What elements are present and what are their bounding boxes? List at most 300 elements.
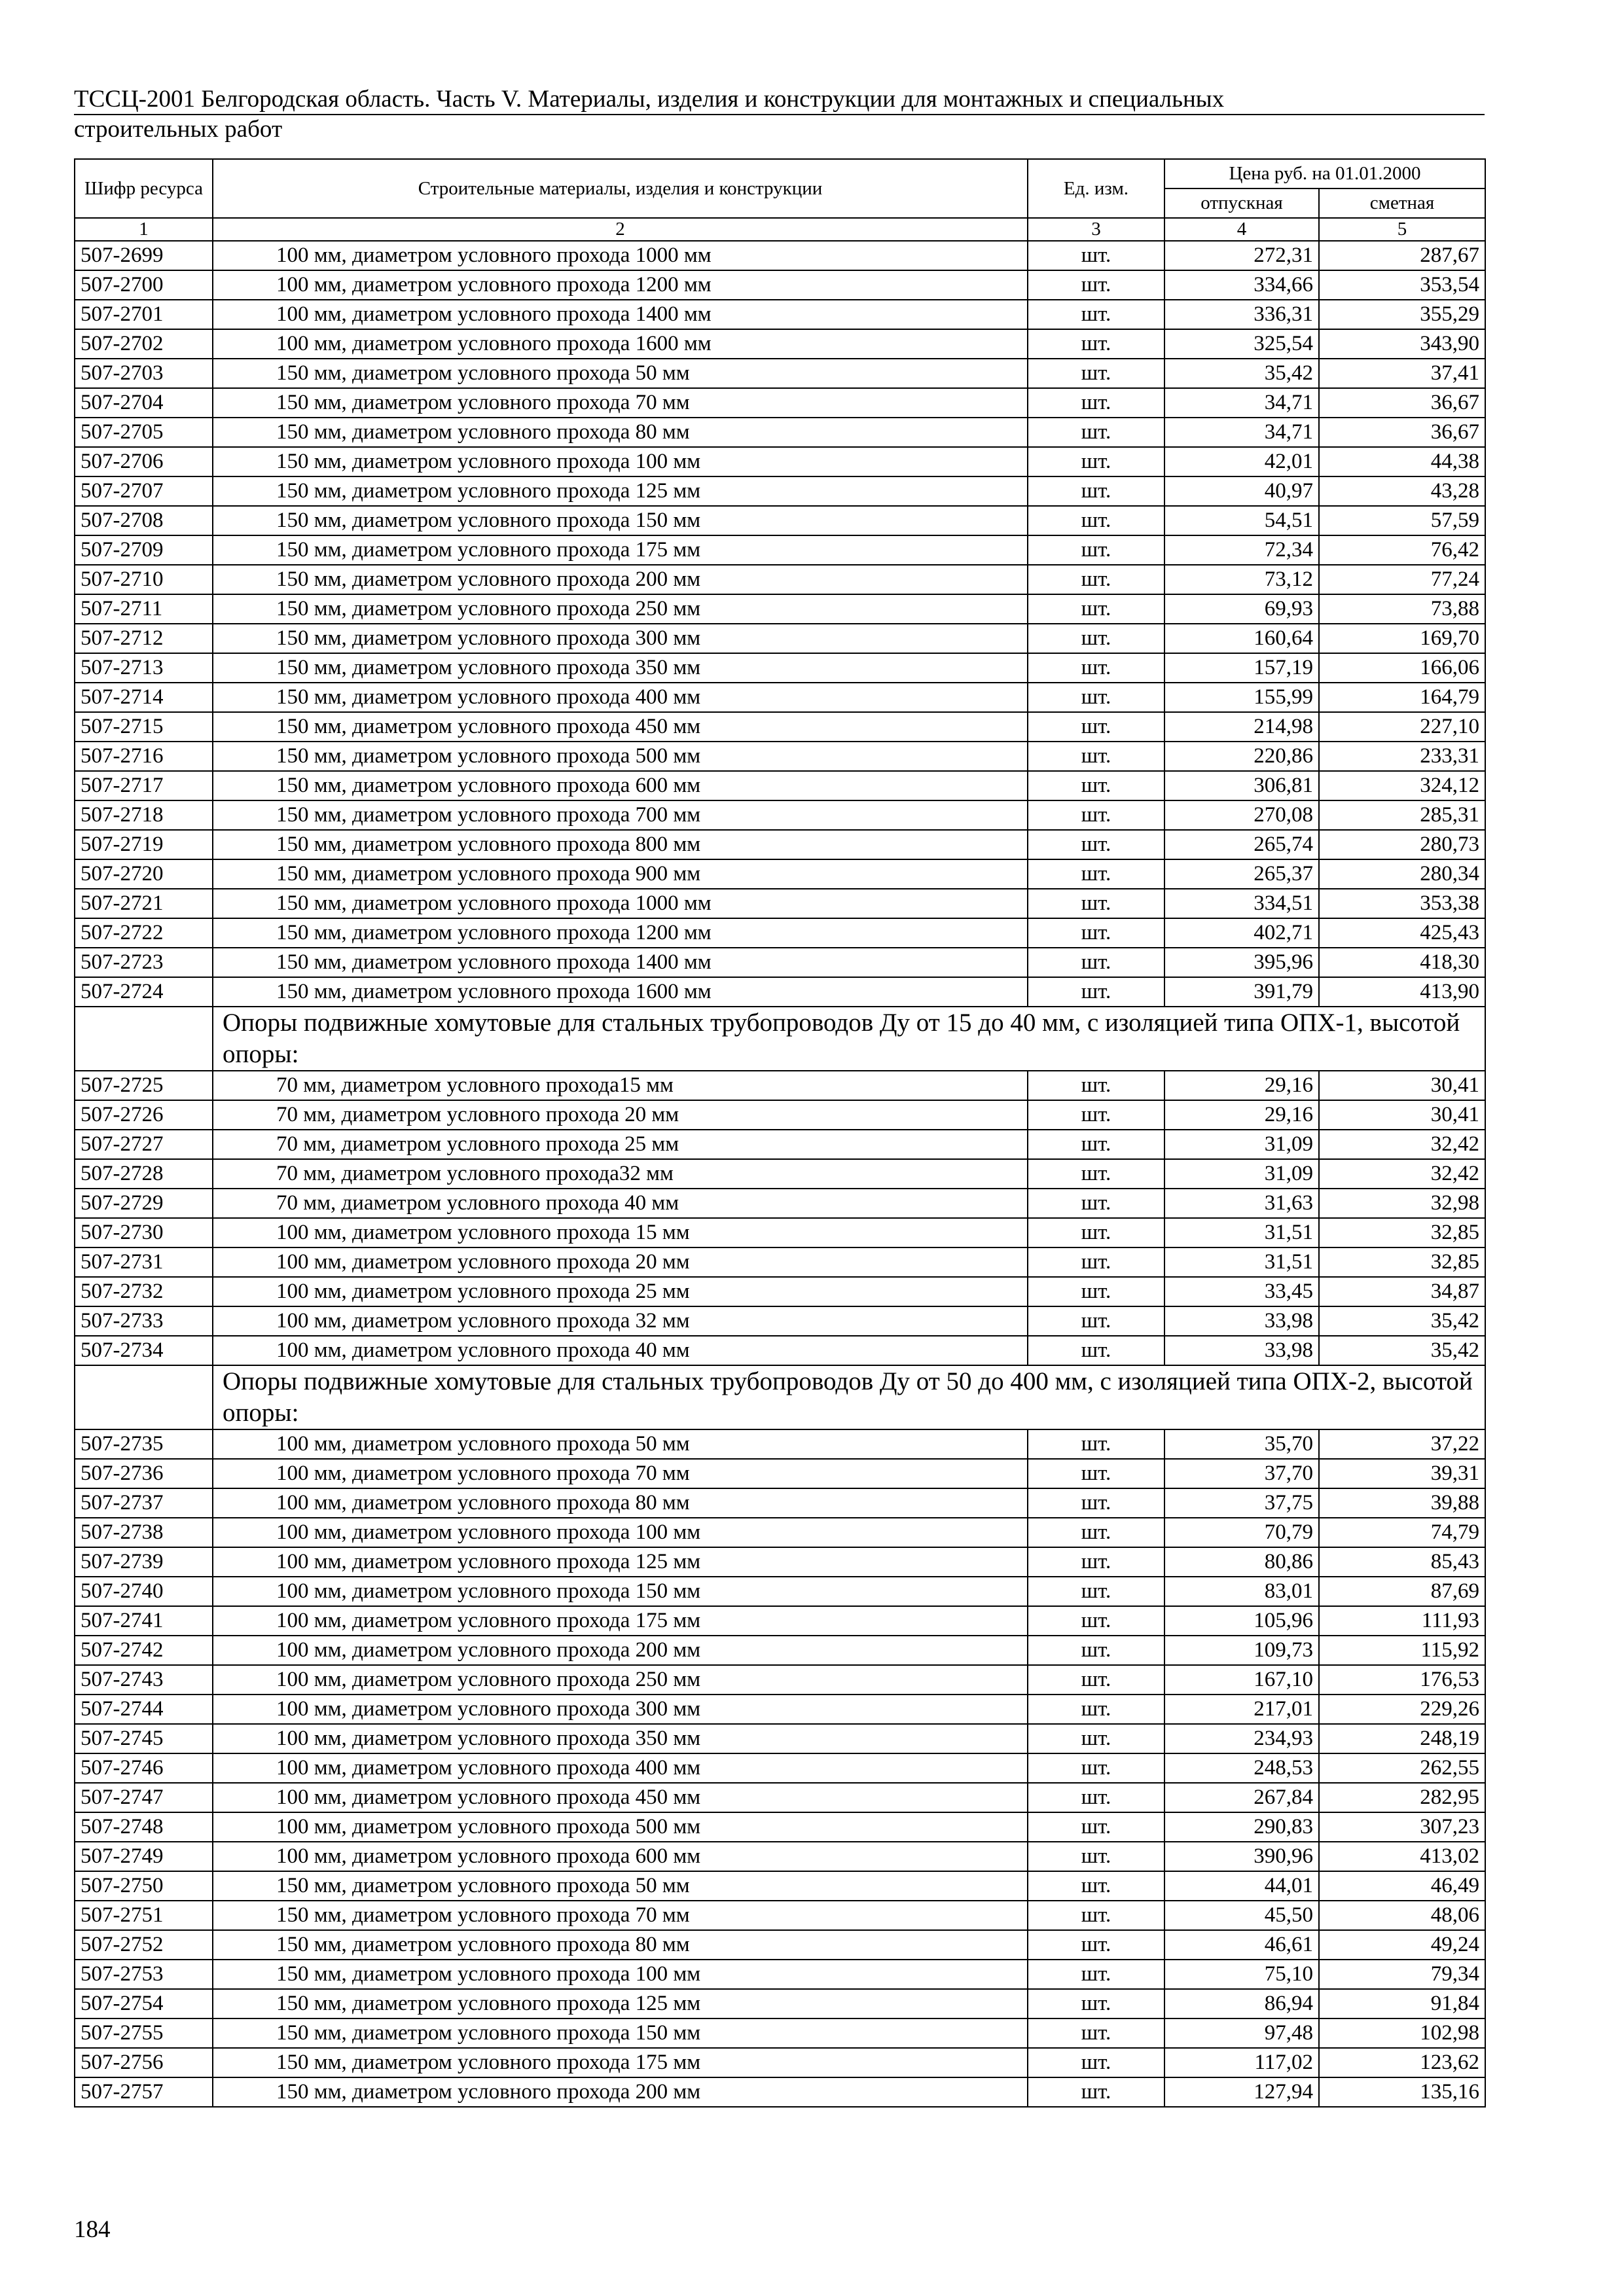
table-row bbox=[75, 506, 1485, 535]
table-row bbox=[75, 859, 1485, 889]
table-row bbox=[75, 771, 1485, 800]
material-name: 100 мм, диаметром условного прохода 20 мм bbox=[213, 1247, 1028, 1277]
table-row bbox=[75, 1100, 1485, 1130]
table-row bbox=[75, 1306, 1485, 1336]
estimate-price: 32,85 bbox=[1319, 1247, 1485, 1277]
table-row bbox=[75, 800, 1485, 830]
estimate-price: 169,70 bbox=[1319, 624, 1485, 653]
material-name: 100 мм, диаметром условного прохода 150 мм bbox=[213, 1577, 1028, 1606]
material-name: 150 мм, диаметром условного прохода 100 мм bbox=[213, 1960, 1028, 1989]
estimate-price: 35,42 bbox=[1319, 1336, 1485, 1365]
material-name: 70 мм, диаметром условного прохода15 мм bbox=[213, 1071, 1028, 1100]
material-name: 150 мм, диаметром условного прохода 50 мм bbox=[213, 359, 1028, 388]
material-name: 150 мм, диаметром условного прохода 700 мм bbox=[213, 800, 1028, 830]
unit: шт. bbox=[1028, 1336, 1164, 1365]
section-row bbox=[75, 1007, 1485, 1071]
material-name: 150 мм, диаметром условного прохода 1200 мм bbox=[213, 918, 1028, 948]
table-row bbox=[75, 1336, 1485, 1365]
material-name: 150 мм, диаметром условного прохода 1600 мм bbox=[213, 977, 1028, 1007]
estimate-price: 115,92 bbox=[1319, 1636, 1485, 1665]
release-price: 160,64 bbox=[1164, 624, 1319, 653]
release-price: 31,09 bbox=[1164, 1130, 1319, 1159]
unit: шт. bbox=[1028, 1989, 1164, 2018]
estimate-price: 353,38 bbox=[1319, 889, 1485, 918]
resource-code: 507-2710 bbox=[75, 565, 213, 594]
unit: шт. bbox=[1028, 1842, 1164, 1871]
release-price: 29,16 bbox=[1164, 1071, 1319, 1100]
estimate-price: 176,53 bbox=[1319, 1665, 1485, 1695]
estimate-price: 233,31 bbox=[1319, 742, 1485, 771]
release-price: 45,50 bbox=[1164, 1901, 1319, 1930]
estimate-price: 73,88 bbox=[1319, 594, 1485, 624]
resource-code: 507-2719 bbox=[75, 830, 213, 859]
release-price: 336,31 bbox=[1164, 300, 1319, 329]
unit: шт. bbox=[1028, 1812, 1164, 1842]
material-name: 70 мм, диаметром условного прохода32 мм bbox=[213, 1159, 1028, 1189]
resource-code: 507-2705 bbox=[75, 418, 213, 447]
unit: шт. bbox=[1028, 1665, 1164, 1695]
material-name: 100 мм, диаметром условного прохода 1000 мм bbox=[213, 241, 1028, 270]
release-price: 234,93 bbox=[1164, 1724, 1319, 1753]
table-row bbox=[75, 1901, 1485, 1930]
resource-code: 507-2729 bbox=[75, 1189, 213, 1218]
release-price: 70,79 bbox=[1164, 1518, 1319, 1547]
material-name: 150 мм, диаметром условного прохода 450 мм bbox=[213, 712, 1028, 742]
col-header-unit: Ед. изм. bbox=[1028, 159, 1164, 218]
material-name: 70 мм, диаметром условного прохода 40 мм bbox=[213, 1189, 1028, 1218]
table-row bbox=[75, 653, 1485, 683]
resource-code: 507-2725 bbox=[75, 1071, 213, 1100]
resource-code: 507-2754 bbox=[75, 1989, 213, 2018]
resource-code: 507-2737 bbox=[75, 1488, 213, 1518]
table-row bbox=[75, 1871, 1485, 1901]
estimate-price: 87,69 bbox=[1319, 1577, 1485, 1606]
resource-code: 507-2708 bbox=[75, 506, 213, 535]
estimate-price: 227,10 bbox=[1319, 712, 1485, 742]
col-number-4: 4 bbox=[1164, 218, 1319, 241]
estimate-price: 48,06 bbox=[1319, 1901, 1485, 1930]
material-name: 150 мм, диаметром условного прохода 200 мм bbox=[213, 565, 1028, 594]
estimate-price: 30,41 bbox=[1319, 1100, 1485, 1130]
release-price: 73,12 bbox=[1164, 565, 1319, 594]
resource-code: 507-2726 bbox=[75, 1100, 213, 1130]
material-name: 100 мм, диаметром условного прохода 100 мм bbox=[213, 1518, 1028, 1547]
estimate-price: 46,49 bbox=[1319, 1871, 1485, 1901]
section-code-cell bbox=[75, 1365, 213, 1429]
release-price: 167,10 bbox=[1164, 1665, 1319, 1695]
unit: шт. bbox=[1028, 359, 1164, 388]
material-name: 100 мм, диаметром условного прохода 500 мм bbox=[213, 1812, 1028, 1842]
release-price: 34,71 bbox=[1164, 388, 1319, 418]
resource-code: 507-2711 bbox=[75, 594, 213, 624]
table-row bbox=[75, 270, 1485, 300]
resource-code: 507-2720 bbox=[75, 859, 213, 889]
estimate-price: 39,88 bbox=[1319, 1488, 1485, 1518]
material-name: 150 мм, диаметром условного прохода 250 мм bbox=[213, 594, 1028, 624]
release-price: 37,70 bbox=[1164, 1459, 1319, 1488]
estimate-price: 111,93 bbox=[1319, 1606, 1485, 1636]
unit: шт. bbox=[1028, 1218, 1164, 1247]
resource-code: 507-2714 bbox=[75, 683, 213, 712]
estimate-price: 353,54 bbox=[1319, 270, 1485, 300]
material-name: 150 мм, диаметром условного прохода 80 мм bbox=[213, 418, 1028, 447]
unit: шт. bbox=[1028, 1100, 1164, 1130]
material-name: 100 мм, диаметром условного прохода 200 мм bbox=[213, 1636, 1028, 1665]
material-name: 100 мм, диаметром условного прохода 32 мм bbox=[213, 1306, 1028, 1336]
material-name: 100 мм, диаметром условного прохода 1200 мм bbox=[213, 270, 1028, 300]
release-price: 214,98 bbox=[1164, 712, 1319, 742]
unit: шт. bbox=[1028, 1606, 1164, 1636]
resource-code: 507-2722 bbox=[75, 918, 213, 948]
estimate-price: 32,98 bbox=[1319, 1189, 1485, 1218]
estimate-price: 324,12 bbox=[1319, 771, 1485, 800]
estimate-price: 57,59 bbox=[1319, 506, 1485, 535]
table-row bbox=[75, 830, 1485, 859]
col-number-5: 5 bbox=[1319, 218, 1485, 241]
table-row bbox=[75, 712, 1485, 742]
unit: шт. bbox=[1028, 948, 1164, 977]
estimate-price: 34,87 bbox=[1319, 1277, 1485, 1306]
unit: шт. bbox=[1028, 1306, 1164, 1336]
unit: шт. bbox=[1028, 2018, 1164, 2048]
resource-code: 507-2740 bbox=[75, 1577, 213, 1606]
resource-code: 507-2741 bbox=[75, 1606, 213, 1636]
release-price: 33,98 bbox=[1164, 1306, 1319, 1336]
unit: шт. bbox=[1028, 830, 1164, 859]
unit: шт. bbox=[1028, 1429, 1164, 1459]
estimate-price: 135,16 bbox=[1319, 2077, 1485, 2107]
table-row bbox=[75, 1547, 1485, 1577]
unit: шт. bbox=[1028, 1695, 1164, 1724]
material-name: 150 мм, диаметром условного прохода 300 мм bbox=[213, 624, 1028, 653]
estimate-price: 32,42 bbox=[1319, 1159, 1485, 1189]
section-title: Опоры подвижные хомутовые для стальных трубопроводов Ду от 50 до 400 мм, с изоляцией типа ОПХ-2, высотой опоры: bbox=[213, 1365, 1485, 1429]
table-row bbox=[75, 241, 1485, 270]
estimate-price: 123,62 bbox=[1319, 2048, 1485, 2077]
material-name: 150 мм, диаметром условного прохода 1000 мм bbox=[213, 889, 1028, 918]
resource-code: 507-2755 bbox=[75, 2018, 213, 2048]
estimate-price: 307,23 bbox=[1319, 1812, 1485, 1842]
material-name: 150 мм, диаметром условного прохода 150 мм bbox=[213, 506, 1028, 535]
table-row bbox=[75, 388, 1485, 418]
table-row bbox=[75, 1753, 1485, 1783]
estimate-price: 49,24 bbox=[1319, 1930, 1485, 1960]
estimate-price: 74,79 bbox=[1319, 1518, 1485, 1547]
col-header-estimate: сметная bbox=[1319, 188, 1485, 218]
unit: шт. bbox=[1028, 388, 1164, 418]
table-row bbox=[75, 418, 1485, 447]
unit: шт. bbox=[1028, 329, 1164, 359]
release-price: 44,01 bbox=[1164, 1871, 1319, 1901]
resource-code: 507-2716 bbox=[75, 742, 213, 771]
table-row bbox=[75, 1812, 1485, 1842]
release-price: 391,79 bbox=[1164, 977, 1319, 1007]
table-row bbox=[75, 594, 1485, 624]
unit: шт. bbox=[1028, 270, 1164, 300]
unit: шт. bbox=[1028, 1724, 1164, 1753]
unit: шт. bbox=[1028, 1277, 1164, 1306]
release-price: 306,81 bbox=[1164, 771, 1319, 800]
table-row bbox=[75, 2048, 1485, 2077]
unit: шт. bbox=[1028, 683, 1164, 712]
material-name: 100 мм, диаметром условного прохода 80 мм bbox=[213, 1488, 1028, 1518]
release-price: 334,51 bbox=[1164, 889, 1319, 918]
header-line-1: ТССЦ-2001 Белгородская область. Часть V. Материалы, изделия и конструкции для монтажных и специальных bbox=[74, 86, 1225, 113]
resource-code: 507-2753 bbox=[75, 1960, 213, 1989]
release-price: 270,08 bbox=[1164, 800, 1319, 830]
material-name: 100 мм, диаметром условного прохода 125 мм bbox=[213, 1547, 1028, 1577]
resource-code: 507-2747 bbox=[75, 1783, 213, 1812]
unit: шт. bbox=[1028, 977, 1164, 1007]
unit: шт. bbox=[1028, 1753, 1164, 1783]
estimate-price: 79,34 bbox=[1319, 1960, 1485, 1989]
unit: шт. bbox=[1028, 1577, 1164, 1606]
estimate-price: 76,42 bbox=[1319, 535, 1485, 565]
material-name: 100 мм, диаметром условного прохода 300 мм bbox=[213, 1695, 1028, 1724]
estimate-price: 285,31 bbox=[1319, 800, 1485, 830]
table-body bbox=[75, 241, 1485, 2107]
col-header-name: Строительные материалы, изделия и конструкции bbox=[213, 159, 1028, 218]
table-row bbox=[75, 918, 1485, 948]
table-row bbox=[75, 565, 1485, 594]
table-row bbox=[75, 2077, 1485, 2107]
material-name: 150 мм, диаметром условного прохода 175 мм bbox=[213, 535, 1028, 565]
table-row bbox=[75, 359, 1485, 388]
resource-code: 507-2756 bbox=[75, 2048, 213, 2077]
table-row bbox=[75, 1724, 1485, 1753]
table-row bbox=[75, 1459, 1485, 1488]
resource-code: 507-2701 bbox=[75, 300, 213, 329]
release-price: 325,54 bbox=[1164, 329, 1319, 359]
col-header-code: Шифр ресурса bbox=[75, 159, 213, 218]
table-row bbox=[75, 683, 1485, 712]
col-number-1: 1 bbox=[75, 218, 213, 241]
estimate-price: 43,28 bbox=[1319, 476, 1485, 506]
resource-code: 507-2748 bbox=[75, 1812, 213, 1842]
release-price: 31,63 bbox=[1164, 1189, 1319, 1218]
resource-code: 507-2715 bbox=[75, 712, 213, 742]
estimate-price: 282,95 bbox=[1319, 1783, 1485, 1812]
material-name: 100 мм, диаметром условного прохода 600 мм bbox=[213, 1842, 1028, 1871]
release-price: 117,02 bbox=[1164, 2048, 1319, 2077]
material-name: 150 мм, диаметром условного прохода 600 мм bbox=[213, 771, 1028, 800]
table-row bbox=[75, 1930, 1485, 1960]
resource-code: 507-2713 bbox=[75, 653, 213, 683]
release-price: 290,83 bbox=[1164, 1812, 1319, 1842]
estimate-price: 32,42 bbox=[1319, 1130, 1485, 1159]
col-number-2: 2 bbox=[213, 218, 1028, 241]
release-price: 54,51 bbox=[1164, 506, 1319, 535]
resource-code: 507-2706 bbox=[75, 447, 213, 476]
resource-code: 507-2707 bbox=[75, 476, 213, 506]
resource-code: 507-2721 bbox=[75, 889, 213, 918]
release-price: 72,34 bbox=[1164, 535, 1319, 565]
unit: шт. bbox=[1028, 1488, 1164, 1518]
release-price: 155,99 bbox=[1164, 683, 1319, 712]
section-row bbox=[75, 1365, 1485, 1429]
estimate-price: 280,34 bbox=[1319, 859, 1485, 889]
material-name: 70 мм, диаметром условного прохода 20 мм bbox=[213, 1100, 1028, 1130]
unit: шт. bbox=[1028, 1547, 1164, 1577]
table-row bbox=[75, 1665, 1485, 1695]
table-row bbox=[75, 329, 1485, 359]
release-price: 97,48 bbox=[1164, 2018, 1319, 2048]
estimate-price: 262,55 bbox=[1319, 1753, 1485, 1783]
unit: шт. bbox=[1028, 1960, 1164, 1989]
release-price: 33,98 bbox=[1164, 1336, 1319, 1365]
material-name: 150 мм, диаметром условного прохода 125 мм bbox=[213, 476, 1028, 506]
unit: шт. bbox=[1028, 1189, 1164, 1218]
resource-code: 507-2699 bbox=[75, 241, 213, 270]
table-row bbox=[75, 1189, 1485, 1218]
material-name: 100 мм, диаметром условного прохода 25 мм bbox=[213, 1277, 1028, 1306]
material-name: 100 мм, диаметром условного прохода 450 мм bbox=[213, 1783, 1028, 1812]
table-row bbox=[75, 742, 1485, 771]
unit: шт. bbox=[1028, 624, 1164, 653]
release-price: 29,16 bbox=[1164, 1100, 1319, 1130]
table-row bbox=[75, 1071, 1485, 1100]
release-price: 37,75 bbox=[1164, 1488, 1319, 1518]
unit: шт. bbox=[1028, 859, 1164, 889]
estimate-price: 413,90 bbox=[1319, 977, 1485, 1007]
release-price: 390,96 bbox=[1164, 1842, 1319, 1871]
table-row bbox=[75, 977, 1485, 1007]
estimate-price: 343,90 bbox=[1319, 329, 1485, 359]
resource-code: 507-2718 bbox=[75, 800, 213, 830]
release-price: 34,71 bbox=[1164, 418, 1319, 447]
material-name: 100 мм, диаметром условного прохода 70 мм bbox=[213, 1459, 1028, 1488]
unit: шт. bbox=[1028, 1071, 1164, 1100]
col-number-3: 3 bbox=[1028, 218, 1164, 241]
estimate-price: 32,85 bbox=[1319, 1218, 1485, 1247]
estimate-price: 77,24 bbox=[1319, 565, 1485, 594]
table-row bbox=[75, 2018, 1485, 2048]
unit: шт. bbox=[1028, 241, 1164, 270]
resource-code: 507-2730 bbox=[75, 1218, 213, 1247]
release-price: 272,31 bbox=[1164, 241, 1319, 270]
resource-code: 507-2745 bbox=[75, 1724, 213, 1753]
estimate-price: 36,67 bbox=[1319, 418, 1485, 447]
resource-code: 507-2724 bbox=[75, 977, 213, 1007]
estimate-price: 248,19 bbox=[1319, 1724, 1485, 1753]
resource-code: 507-2723 bbox=[75, 948, 213, 977]
table-row bbox=[75, 300, 1485, 329]
unit: шт. bbox=[1028, 476, 1164, 506]
material-name: 150 мм, диаметром условного прохода 70 мм bbox=[213, 388, 1028, 418]
material-name: 150 мм, диаметром условного прохода 100 мм bbox=[213, 447, 1028, 476]
release-price: 69,93 bbox=[1164, 594, 1319, 624]
resource-code: 507-2736 bbox=[75, 1459, 213, 1488]
material-name: 100 мм, диаметром условного прохода 40 мм bbox=[213, 1336, 1028, 1365]
table-row bbox=[75, 1218, 1485, 1247]
unit: шт. bbox=[1028, 594, 1164, 624]
resource-code: 507-2700 bbox=[75, 270, 213, 300]
running-header bbox=[74, 85, 1485, 144]
material-name: 100 мм, диаметром условного прохода 15 мм bbox=[213, 1218, 1028, 1247]
release-price: 35,70 bbox=[1164, 1429, 1319, 1459]
table-row bbox=[75, 1518, 1485, 1547]
resource-code: 507-2702 bbox=[75, 329, 213, 359]
release-price: 46,61 bbox=[1164, 1930, 1319, 1960]
material-name: 150 мм, диаметром условного прохода 350 мм bbox=[213, 653, 1028, 683]
estimate-price: 229,26 bbox=[1319, 1695, 1485, 1724]
resource-code: 507-2703 bbox=[75, 359, 213, 388]
release-price: 31,51 bbox=[1164, 1247, 1319, 1277]
release-price: 86,94 bbox=[1164, 1989, 1319, 2018]
estimate-price: 35,42 bbox=[1319, 1306, 1485, 1336]
release-price: 334,66 bbox=[1164, 270, 1319, 300]
estimate-price: 37,22 bbox=[1319, 1429, 1485, 1459]
estimate-price: 39,31 bbox=[1319, 1459, 1485, 1488]
release-price: 109,73 bbox=[1164, 1636, 1319, 1665]
unit: шт. bbox=[1028, 918, 1164, 948]
release-price: 217,01 bbox=[1164, 1695, 1319, 1724]
unit: шт. bbox=[1028, 565, 1164, 594]
material-name: 150 мм, диаметром условного прохода 80 мм bbox=[213, 1930, 1028, 1960]
resource-code: 507-2738 bbox=[75, 1518, 213, 1547]
material-name: 100 мм, диаметром условного прохода 1600 мм bbox=[213, 329, 1028, 359]
resource-code: 507-2750 bbox=[75, 1871, 213, 1901]
resource-code: 507-2746 bbox=[75, 1753, 213, 1783]
resource-code: 507-2749 bbox=[75, 1842, 213, 1871]
unit: шт. bbox=[1028, 771, 1164, 800]
table-row bbox=[75, 1783, 1485, 1812]
resource-code: 507-2739 bbox=[75, 1547, 213, 1577]
table-row bbox=[75, 1488, 1485, 1518]
resource-code: 507-2751 bbox=[75, 1901, 213, 1930]
table-row bbox=[75, 1606, 1485, 1636]
release-price: 42,01 bbox=[1164, 447, 1319, 476]
release-price: 157,19 bbox=[1164, 653, 1319, 683]
table-row bbox=[75, 1960, 1485, 1989]
estimate-price: 280,73 bbox=[1319, 830, 1485, 859]
resource-code: 507-2733 bbox=[75, 1306, 213, 1336]
table-row bbox=[75, 1247, 1485, 1277]
resource-code: 507-2727 bbox=[75, 1130, 213, 1159]
release-price: 31,09 bbox=[1164, 1159, 1319, 1189]
material-name: 100 мм, диаметром условного прохода 175 мм bbox=[213, 1606, 1028, 1636]
resource-code: 507-2732 bbox=[75, 1277, 213, 1306]
price-table bbox=[74, 158, 1486, 2108]
table-row bbox=[75, 1277, 1485, 1306]
release-price: 395,96 bbox=[1164, 948, 1319, 977]
estimate-price: 418,30 bbox=[1319, 948, 1485, 977]
release-price: 127,94 bbox=[1164, 2077, 1319, 2107]
resource-code: 507-2735 bbox=[75, 1429, 213, 1459]
col-header-release: отпускная bbox=[1164, 188, 1319, 218]
estimate-price: 44,38 bbox=[1319, 447, 1485, 476]
table-row bbox=[75, 1130, 1485, 1159]
material-name: 150 мм, диаметром условного прохода 125 мм bbox=[213, 1989, 1028, 2018]
material-name: 150 мм, диаметром условного прохода 175 мм bbox=[213, 2048, 1028, 2077]
material-name: 150 мм, диаметром условного прохода 200 мм bbox=[213, 2077, 1028, 2107]
unit: шт. bbox=[1028, 1518, 1164, 1547]
table-row bbox=[75, 1989, 1485, 2018]
table-row bbox=[75, 447, 1485, 476]
unit: шт. bbox=[1028, 712, 1164, 742]
estimate-price: 37,41 bbox=[1319, 359, 1485, 388]
material-name: 100 мм, диаметром условного прохода 250 мм bbox=[213, 1665, 1028, 1695]
unit: шт. bbox=[1028, 1130, 1164, 1159]
release-price: 220,86 bbox=[1164, 742, 1319, 771]
material-name: 100 мм, диаметром условного прохода 50 мм bbox=[213, 1429, 1028, 1459]
unit: шт. bbox=[1028, 1159, 1164, 1189]
release-price: 35,42 bbox=[1164, 359, 1319, 388]
col-header-price: Цена руб. на 01.01.2000 bbox=[1164, 159, 1485, 188]
material-name: 150 мм, диаметром условного прохода 70 мм bbox=[213, 1901, 1028, 1930]
resource-code: 507-2742 bbox=[75, 1636, 213, 1665]
unit: шт. bbox=[1028, 1247, 1164, 1277]
